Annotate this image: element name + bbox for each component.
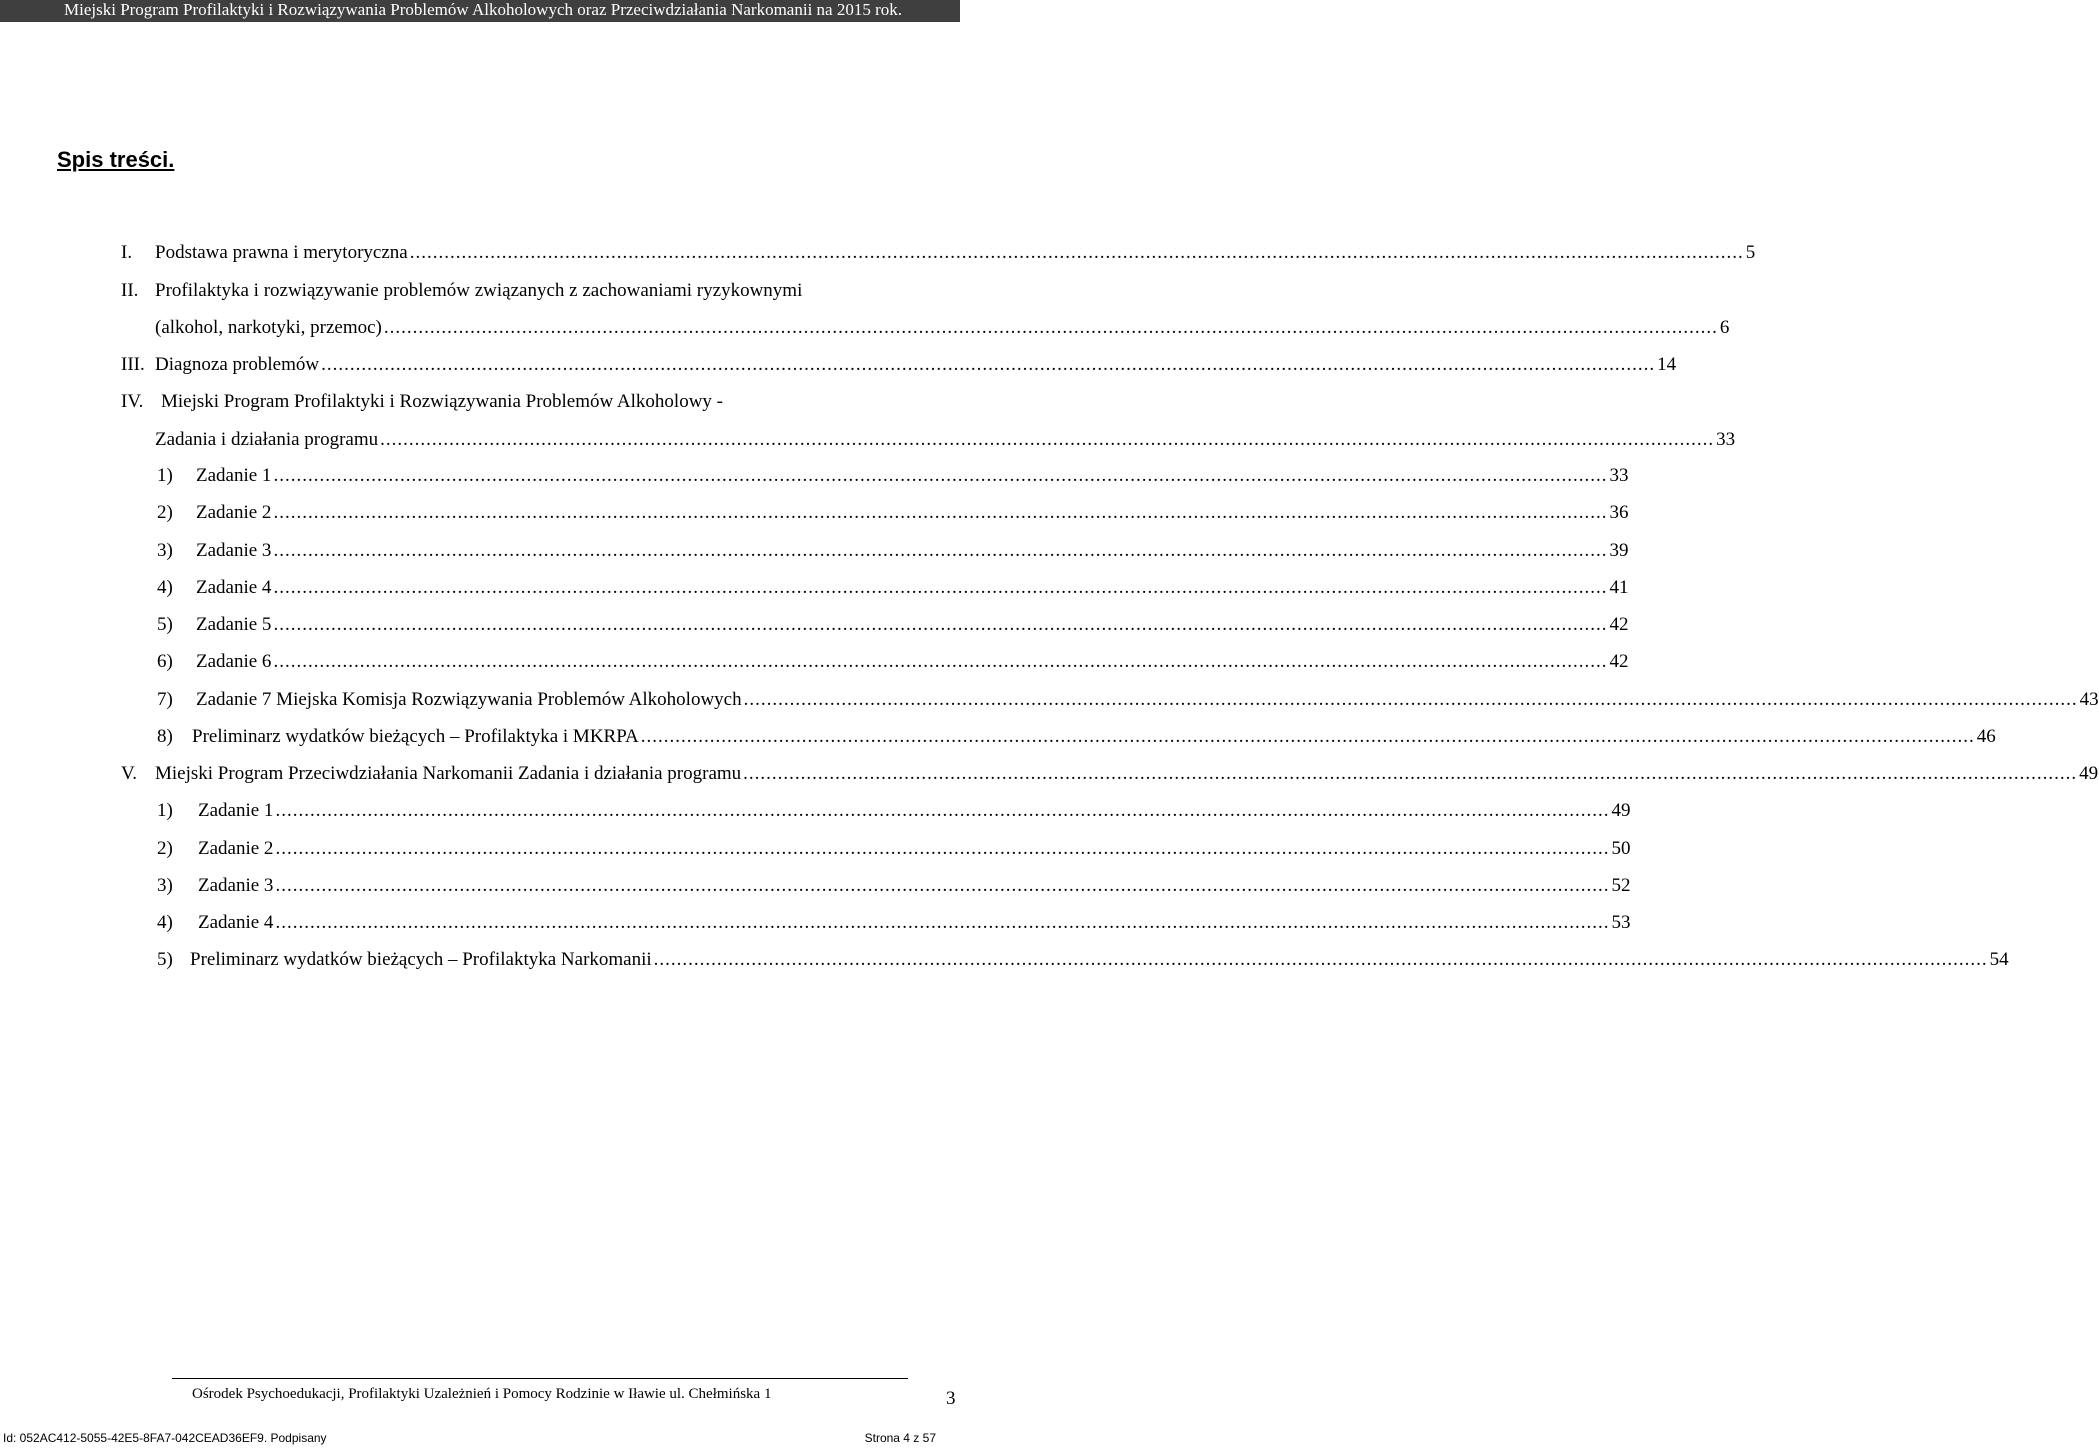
toc-entry-2[interactable] bbox=[0, 315, 1730, 341]
toc-entry-text: Zadanie 1 bbox=[198, 800, 274, 821]
toc-title: Spis treści. bbox=[57, 147, 175, 172]
toc-entry-number: 6) bbox=[157, 651, 173, 672]
toc-entry-5-2[interactable] bbox=[0, 836, 1631, 862]
toc-entry-text: Zadanie 6 bbox=[196, 651, 272, 672]
page-number: 3 bbox=[946, 1388, 956, 1409]
toc-entry-page: 49 bbox=[1611, 800, 1631, 821]
toc-entry-text[interactable]: Miejski Program Profilaktyki i Rozwiązywania Problemów Alkoholowy - bbox=[161, 391, 724, 412]
toc-leader: ........................................................................................................................................................................................................................................ bbox=[273, 577, 1608, 598]
toc-entry-text: Diagnoza problemów bbox=[155, 354, 320, 375]
toc-entry-text: Zadanie 3 bbox=[198, 875, 274, 896]
toc-entry-page: 43 bbox=[2079, 689, 2099, 710]
toc-entry-text: Zadanie 7 Miejska Komisja Rozwiązywania Problemów Alkoholowych bbox=[196, 689, 742, 710]
toc-entry-5-4[interactable] bbox=[0, 910, 1631, 936]
toc-entry-number: 1) bbox=[157, 465, 173, 486]
toc-entry-5-1[interactable] bbox=[0, 798, 1631, 824]
toc-entry-page: 42 bbox=[1609, 651, 1629, 672]
toc-entry-text: Zadania i działania programu bbox=[155, 429, 379, 450]
toc-entry-text: Zadanie 3 bbox=[196, 540, 272, 561]
toc-entry-4[interactable] bbox=[0, 427, 1736, 453]
toc-leader: ........................................................................................................................................................................................................................................ bbox=[275, 838, 1610, 859]
toc-leader: ........................................................................................................................................................................................................................................ bbox=[743, 763, 2078, 784]
toc-entry-number: V. bbox=[121, 763, 138, 784]
toc-leader: ........................................................................................................................................................................................................................................ bbox=[273, 465, 1608, 486]
toc-entry-number: 3) bbox=[157, 875, 173, 896]
toc-entry-text: Zadanie 4 bbox=[196, 577, 272, 598]
toc-leader: ........................................................................................................................................................................................................................................ bbox=[275, 875, 1610, 896]
toc-entry-number: 3) bbox=[157, 540, 173, 561]
toc-entry-page: 33 bbox=[1609, 465, 1629, 486]
toc-entry-text: Preliminarz wydatków bieżących – Profilaktyka Narkomanii bbox=[190, 949, 652, 970]
toc-leader: ........................................................................................................................................................................................................................................ bbox=[321, 354, 1656, 375]
toc-entry-number: IV. bbox=[121, 391, 144, 412]
toc-leader: ........................................................................................................................................................................................................................................ bbox=[640, 726, 1975, 747]
toc-leader: ........................................................................................................................................................................................................................................ bbox=[409, 242, 1744, 263]
toc-entry-page: 52 bbox=[1611, 875, 1631, 896]
toc-leader: ........................................................................................................................................................................................................................................ bbox=[380, 429, 1715, 450]
toc-entry-page: 54 bbox=[1989, 949, 2009, 970]
toc-entry-page: 36 bbox=[1609, 502, 1629, 523]
toc-leader: ........................................................................................................................................................................................................................................ bbox=[743, 689, 2078, 710]
toc-entry-number: 2) bbox=[157, 838, 173, 859]
toc-entry-page: 50 bbox=[1611, 838, 1631, 859]
toc-leader: ........................................................................................................................................................................................................................................ bbox=[273, 614, 1608, 635]
toc-leader: ........................................................................................................................................................................................................................................ bbox=[653, 949, 1988, 970]
toc-entry-text: Podstawa prawna i merytoryczna bbox=[155, 242, 408, 263]
toc-leader: ........................................................................................................................................................................................................................................ bbox=[273, 651, 1608, 672]
toc-entry-number: 5) bbox=[157, 949, 173, 970]
toc-entry-text: Zadanie 5 bbox=[196, 614, 272, 635]
toc-entry-text: Zadanie 2 bbox=[198, 838, 274, 859]
toc-entry-text: Preliminarz wydatków bieżących – Profilaktyka i MKRPA bbox=[192, 726, 639, 747]
toc-entry-page: 14 bbox=[1657, 354, 1677, 375]
toc-entry-page: 33 bbox=[1716, 429, 1736, 450]
toc-entry-4-2[interactable] bbox=[0, 500, 1629, 526]
toc-entry-4-6[interactable] bbox=[0, 649, 1629, 675]
header-title: Miejski Program Profilaktyki i Rozwiązywania Problemów Alkoholowych oraz Przeciwdziałania Narkomanii na 2015 rok. bbox=[64, 0, 902, 19]
toc-entry-text: Zadanie 1 bbox=[196, 465, 272, 486]
toc-entry-page: 6 bbox=[1719, 317, 1730, 338]
toc-entry-page: 42 bbox=[1609, 614, 1629, 635]
toc-leader: ........................................................................................................................................................................................................................................ bbox=[273, 502, 1608, 523]
toc-entry-number: II. bbox=[121, 280, 139, 301]
toc-entry-number: 4) bbox=[157, 912, 173, 933]
toc-entry-text: Zadanie 2 bbox=[196, 502, 272, 523]
toc-entry-page: 53 bbox=[1611, 912, 1631, 933]
toc-entry-4-8[interactable] bbox=[0, 724, 1996, 750]
toc-entry-number: 7) bbox=[157, 689, 173, 710]
toc-entry-4-4[interactable] bbox=[0, 575, 1629, 601]
toc-entry-text[interactable]: Profilaktyka i rozwiązywanie problemów związanych z zachowaniami ryzykownymi bbox=[155, 280, 803, 301]
toc-entry-page: 5 bbox=[1745, 242, 1756, 263]
toc-entry-3[interactable] bbox=[0, 352, 1677, 378]
toc-entry-5-3[interactable] bbox=[0, 873, 1631, 899]
toc-entry-text: Zadanie 4 bbox=[198, 912, 274, 933]
toc-entry-1[interactable] bbox=[0, 240, 1756, 266]
toc-entry-page: 41 bbox=[1609, 577, 1629, 598]
toc-entry-4-1[interactable] bbox=[0, 463, 1629, 489]
footer-address: Ośrodek Psychoedukacji, Profilaktyki Uzależnień i Pomocy Rodzinie w Iławie ul. Chełmińska 1 bbox=[192, 1386, 772, 1402]
toc-entry-number: 4) bbox=[157, 577, 173, 598]
toc-leader: ........................................................................................................................................................................................................................................ bbox=[275, 800, 1610, 821]
toc-leader: ........................................................................................................................................................................................................................................ bbox=[273, 540, 1608, 561]
document-id: Id: 052AC412-5055-42E5-8FA7-042CEAD36EF9. Podpisany bbox=[3, 1431, 327, 1445]
toc-entry-page: 39 bbox=[1609, 540, 1629, 561]
toc-entry-page: 46 bbox=[1976, 726, 1996, 747]
page-header bbox=[0, 0, 960, 22]
toc-entry-5-5[interactable] bbox=[0, 947, 2009, 973]
toc-entry-4-7[interactable] bbox=[0, 687, 2099, 713]
toc-entry-number: III. bbox=[121, 354, 145, 375]
page-of-total: Strona 4 z 57 bbox=[864, 1431, 936, 1445]
toc-entry-number: I. bbox=[121, 242, 133, 263]
toc-entry-5[interactable] bbox=[0, 761, 2099, 787]
toc-entry-4-3[interactable] bbox=[0, 538, 1629, 564]
toc-entry-number: 8) bbox=[157, 726, 173, 747]
toc-entry-number: 1) bbox=[157, 800, 173, 821]
toc-leader: ........................................................................................................................................................................................................................................ bbox=[275, 912, 1610, 933]
toc-entry-number: 5) bbox=[157, 614, 173, 635]
toc-entry-text: (alkohol, narkotyki, przemoc) bbox=[155, 317, 382, 338]
toc-entry-page: 49 bbox=[2079, 763, 2099, 784]
toc-entry-number: 2) bbox=[157, 502, 173, 523]
footer-divider bbox=[172, 1378, 908, 1379]
toc-leader: ........................................................................................................................................................................................................................................ bbox=[383, 317, 1718, 338]
toc-entry-text: Miejski Program Przeciwdziałania Narkomanii Zadania i działania programu bbox=[155, 763, 742, 784]
toc-entry-4-5[interactable] bbox=[0, 612, 1629, 638]
